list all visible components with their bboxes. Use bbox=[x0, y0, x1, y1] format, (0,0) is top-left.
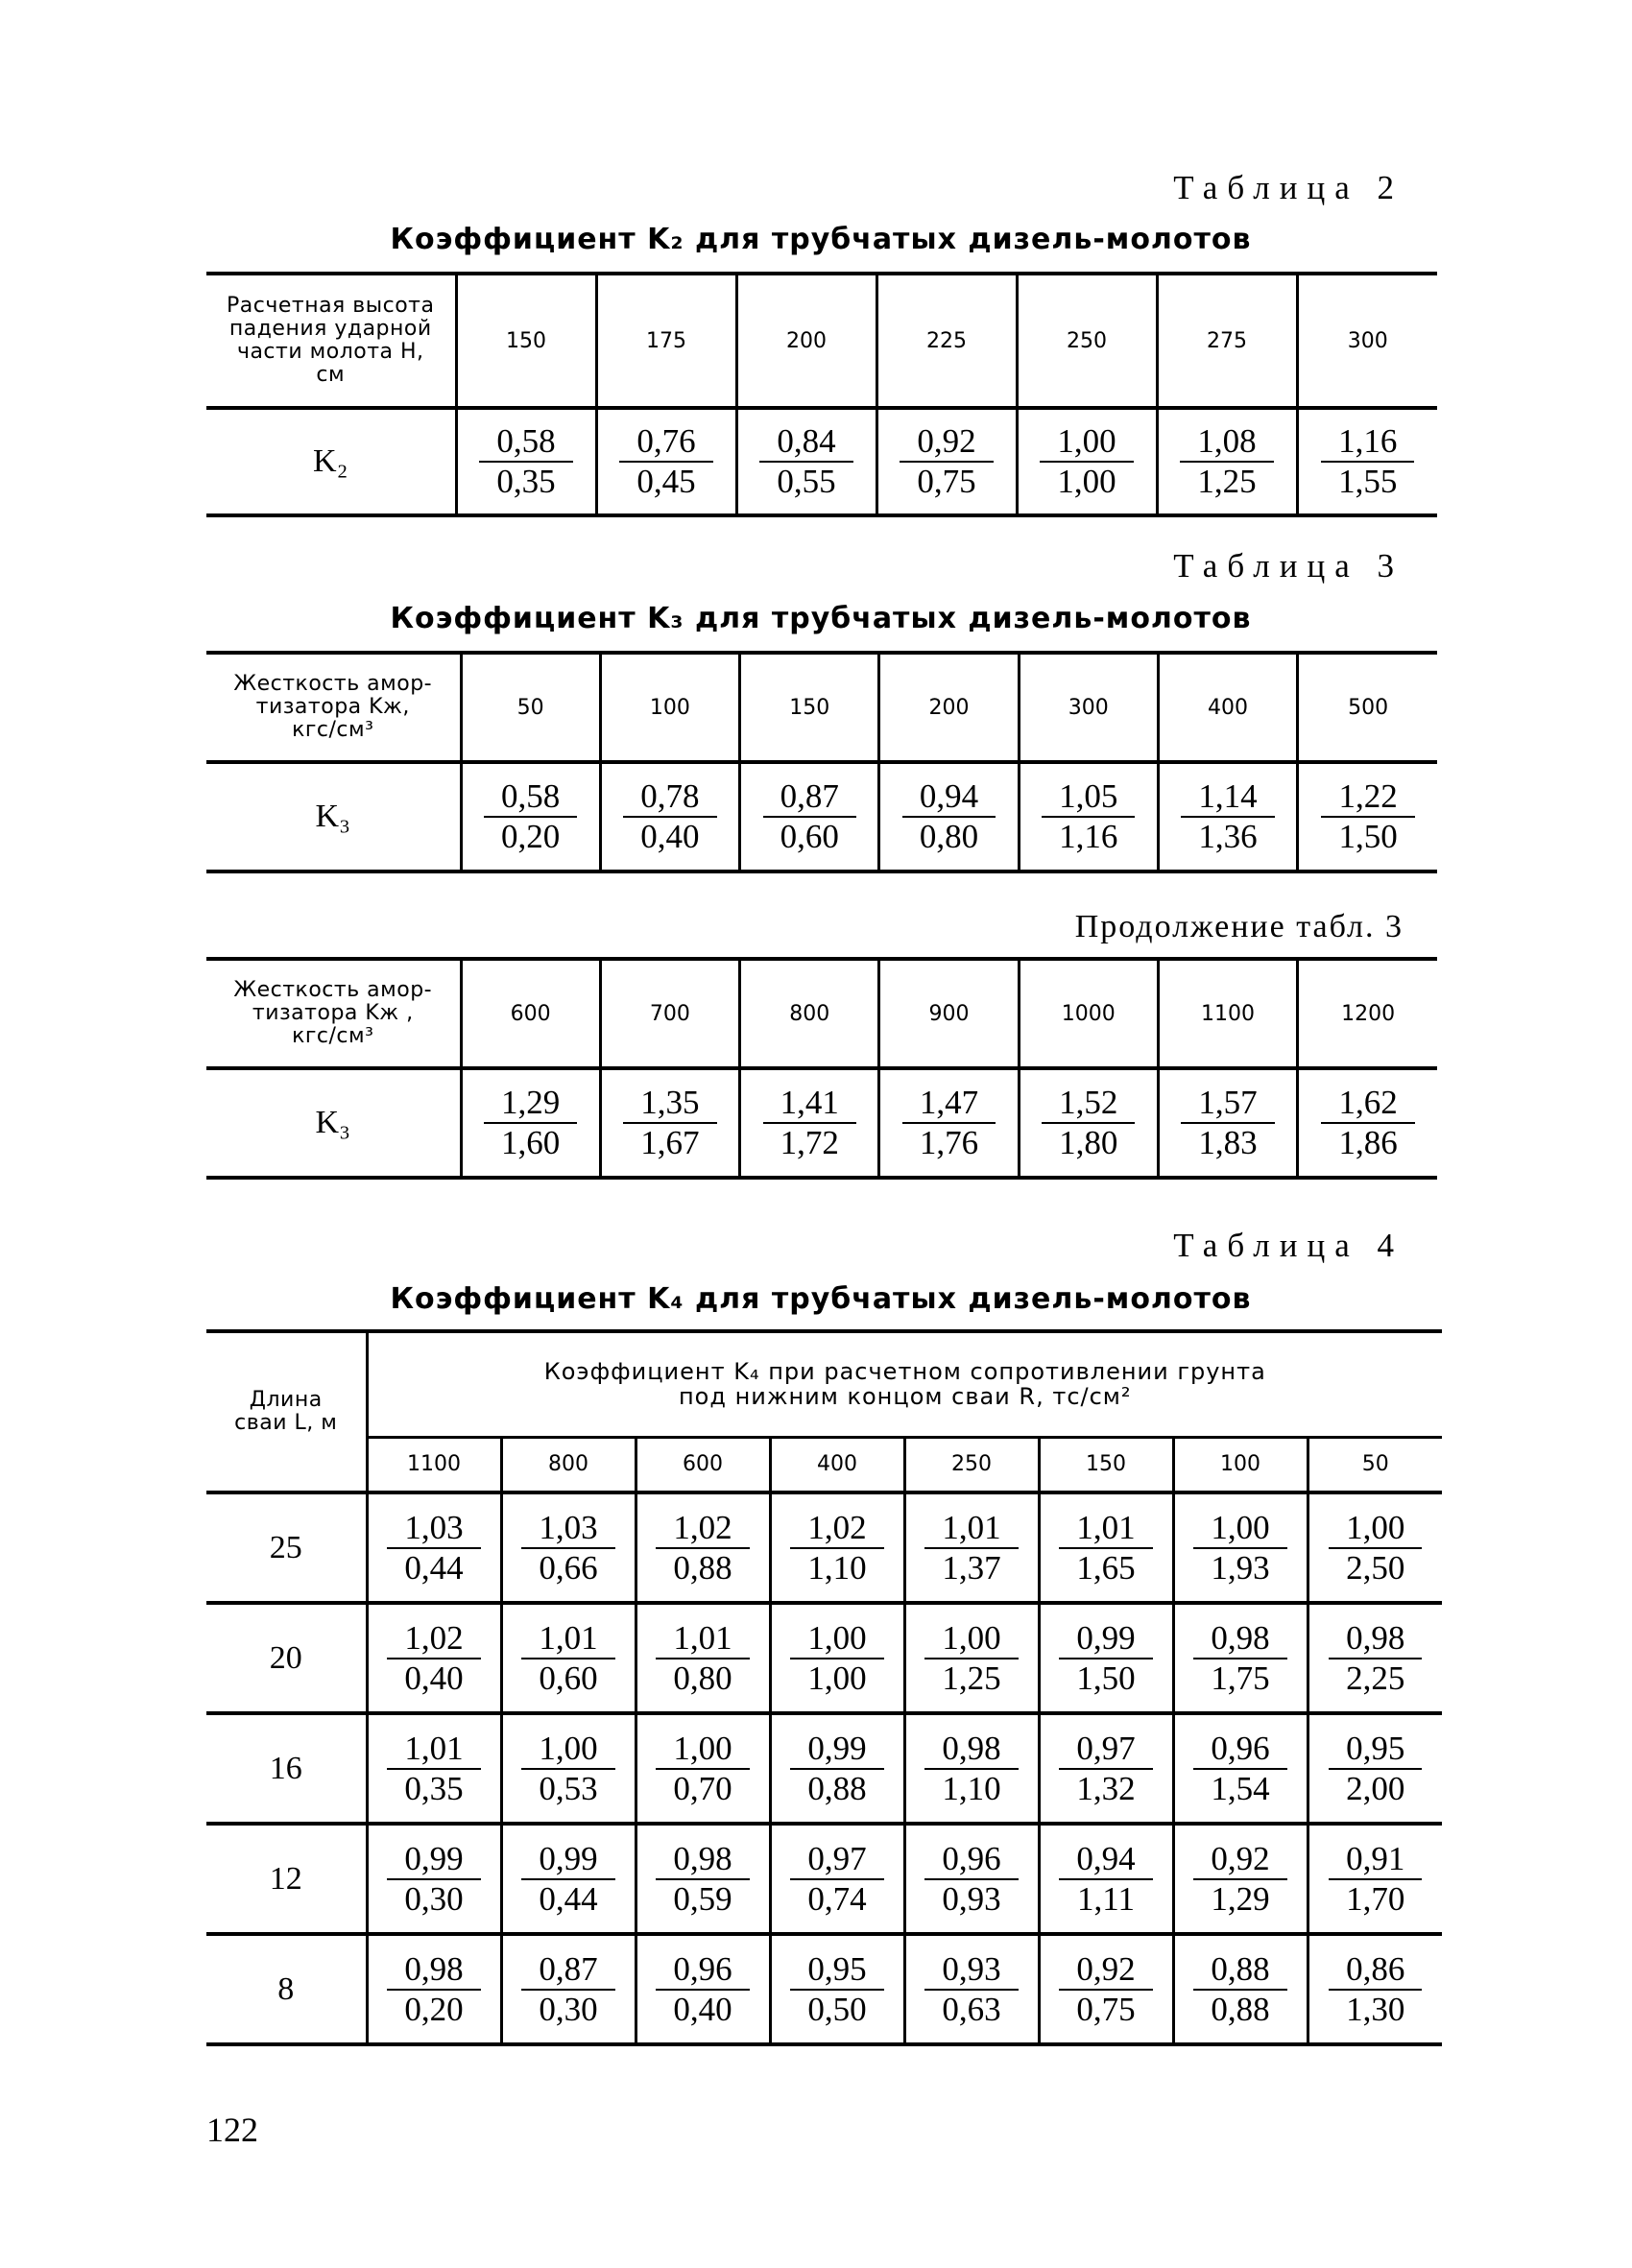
table2-row-header bbox=[206, 274, 456, 408]
denominator: 1,16 bbox=[1059, 818, 1118, 855]
table4-cell bbox=[1173, 1934, 1308, 2044]
numerator: 0,58 bbox=[484, 777, 577, 818]
numerator: 1,01 bbox=[656, 1619, 749, 1659]
numerator: 0,96 bbox=[924, 1840, 1018, 1880]
denominator: 0,60 bbox=[539, 1659, 598, 1697]
numerator: 1,47 bbox=[902, 1084, 996, 1124]
table3c-row-header bbox=[206, 959, 461, 1068]
table4-cell bbox=[770, 1603, 904, 1713]
table4-cell bbox=[770, 1492, 904, 1603]
table2-row-header-line: части молота H, bbox=[236, 340, 424, 364]
table4-body bbox=[206, 1492, 1442, 2044]
table3c-row-label: K₃ bbox=[206, 1068, 461, 1178]
numerator: 1,00 bbox=[924, 1619, 1018, 1659]
table4-cell bbox=[1039, 1824, 1173, 1934]
table3-cell bbox=[461, 762, 600, 871]
numerator: 1,03 bbox=[521, 1509, 614, 1549]
numerator: 1,57 bbox=[1181, 1084, 1274, 1124]
table4-row bbox=[206, 1713, 1442, 1824]
denominator: 0,75 bbox=[1076, 1990, 1136, 2028]
table3-col-header: 300 bbox=[1019, 653, 1158, 762]
table4-col-header: 400 bbox=[770, 1437, 904, 1492]
denominator: 1,75 bbox=[1211, 1659, 1270, 1697]
table4-col-header: 150 bbox=[1039, 1437, 1173, 1492]
table4-length-header-line: Длина bbox=[249, 1388, 323, 1412]
denominator: 1,93 bbox=[1211, 1548, 1270, 1587]
table4-length-cell: 20 bbox=[206, 1603, 367, 1713]
denominator: 0,44 bbox=[539, 1879, 598, 1918]
denominator: 1,76 bbox=[919, 1124, 979, 1161]
denominator: 1,70 bbox=[1346, 1879, 1405, 1918]
denominator: 1,25 bbox=[942, 1659, 1001, 1697]
denominator: 0,50 bbox=[807, 1990, 867, 2028]
table4-cell bbox=[1308, 1603, 1442, 1713]
table4-length-cell: 25 bbox=[206, 1492, 367, 1603]
table4-cell bbox=[501, 1492, 636, 1603]
table4-cell bbox=[770, 1713, 904, 1824]
table4-cell bbox=[904, 1713, 1039, 1824]
table4-cell bbox=[636, 1824, 770, 1934]
table4 bbox=[206, 1329, 1442, 2046]
denominator: 0,44 bbox=[404, 1548, 464, 1587]
denominator: 1,65 bbox=[1076, 1548, 1136, 1587]
table4-cell bbox=[904, 1934, 1039, 2044]
denominator: 1,29 bbox=[1211, 1879, 1270, 1918]
numerator: 0,99 bbox=[521, 1840, 614, 1880]
table3-col-header: 400 bbox=[1158, 653, 1297, 762]
table4-cell bbox=[1039, 1603, 1173, 1713]
table4-cell bbox=[636, 1603, 770, 1713]
denominator: 0,93 bbox=[942, 1879, 1001, 1918]
table4-row bbox=[206, 1492, 1442, 1603]
table4-cell bbox=[1039, 1713, 1173, 1824]
denominator: 1,50 bbox=[1338, 818, 1398, 855]
denominator: 0,74 bbox=[807, 1879, 867, 1918]
denominator: 1,00 bbox=[807, 1659, 867, 1697]
table4-cell bbox=[367, 1492, 501, 1603]
table4-cell bbox=[1173, 1603, 1308, 1713]
numerator: 1,62 bbox=[1321, 1084, 1414, 1124]
numerator: 0,93 bbox=[924, 1950, 1018, 1991]
denominator: 0,20 bbox=[501, 818, 561, 855]
numerator: 1,22 bbox=[1321, 777, 1414, 818]
table3c-cell bbox=[461, 1068, 600, 1178]
table4-length-cell: 16 bbox=[206, 1713, 367, 1824]
numerator: 1,35 bbox=[623, 1084, 716, 1124]
table3c-col-header: 700 bbox=[600, 959, 739, 1068]
table3-col-header: 200 bbox=[879, 653, 1019, 762]
denominator: 0,53 bbox=[539, 1769, 598, 1807]
numerator: 1,02 bbox=[387, 1619, 480, 1659]
table4-cell bbox=[1308, 1713, 1442, 1824]
denominator: 1,67 bbox=[640, 1124, 700, 1161]
table3c-cell bbox=[600, 1068, 739, 1178]
table2-row-header-line: см bbox=[316, 363, 346, 387]
denominator: 0,63 bbox=[942, 1990, 1001, 2028]
table2 bbox=[206, 272, 1437, 517]
table4-row bbox=[206, 1824, 1442, 1934]
table3c-cell bbox=[1298, 1068, 1437, 1178]
table4-cell bbox=[367, 1713, 501, 1824]
table4-cell bbox=[501, 1603, 636, 1713]
numerator: 1,00 bbox=[790, 1619, 883, 1659]
table2-cell bbox=[1157, 408, 1297, 515]
table3-row-label: K₃ bbox=[206, 762, 461, 871]
table3-col-header: 150 bbox=[740, 653, 879, 762]
numerator: 1,00 bbox=[1329, 1509, 1422, 1549]
numerator: 1,41 bbox=[763, 1084, 856, 1124]
table2-cell bbox=[736, 408, 876, 515]
denominator: 1,60 bbox=[501, 1124, 561, 1161]
table4-cell bbox=[904, 1824, 1039, 1934]
table3-cell bbox=[1019, 762, 1158, 871]
table4-cell bbox=[1308, 1824, 1442, 1934]
denominator: 0,35 bbox=[496, 463, 556, 500]
table3-cell bbox=[1298, 762, 1437, 871]
table4-span-header bbox=[367, 1331, 1442, 1437]
table3-col-header: 500 bbox=[1298, 653, 1437, 762]
table3-cell bbox=[1158, 762, 1297, 871]
numerator: 1,16 bbox=[1321, 422, 1414, 463]
table4-cell bbox=[636, 1934, 770, 2044]
numerator: 0,98 bbox=[656, 1840, 749, 1880]
table3-cell bbox=[879, 762, 1019, 871]
table4-length-header bbox=[206, 1331, 367, 1492]
table2-cell bbox=[876, 408, 1017, 515]
table3-cell bbox=[600, 762, 739, 871]
page-number: 122 bbox=[206, 2111, 258, 2149]
table3c-cell bbox=[879, 1068, 1019, 1178]
table4-caption: Коэффициент K₄ для трубчатых дизель-молотов bbox=[390, 1282, 1252, 1316]
table3c-col-header: 900 bbox=[879, 959, 1019, 1068]
denominator: 1,10 bbox=[807, 1548, 867, 1587]
numerator: 0,86 bbox=[1329, 1950, 1422, 1991]
table2-row-label: K₂ bbox=[206, 408, 456, 515]
table4-cell bbox=[501, 1934, 636, 2044]
numerator: 0,76 bbox=[619, 422, 712, 463]
numerator: 1,00 bbox=[656, 1730, 749, 1770]
numerator: 1,05 bbox=[1042, 777, 1135, 818]
numerator: 1,29 bbox=[484, 1084, 577, 1124]
denominator: 0,88 bbox=[807, 1769, 867, 1807]
denominator: 2,25 bbox=[1346, 1659, 1405, 1697]
table2-cell bbox=[456, 408, 596, 515]
denominator: 2,50 bbox=[1346, 1548, 1405, 1587]
numerator: 1,02 bbox=[656, 1509, 749, 1549]
table3-caption: Коэффициент K₃ для трубчатых дизель-молотов bbox=[390, 602, 1252, 635]
table3c-row-header-line: кгс/см³ bbox=[292, 1024, 374, 1048]
denominator: 0,59 bbox=[673, 1879, 732, 1918]
table4-cell bbox=[367, 1934, 501, 2044]
table2-col-header: 150 bbox=[456, 274, 596, 408]
numerator: 0,96 bbox=[656, 1950, 749, 1991]
denominator: 0,40 bbox=[673, 1990, 732, 2028]
table3-col-header: 100 bbox=[600, 653, 739, 762]
denominator: 1,83 bbox=[1198, 1124, 1258, 1161]
table3c-row-header-line: Жесткость амор- bbox=[233, 978, 433, 1002]
denominator: 1,86 bbox=[1338, 1124, 1398, 1161]
numerator: 1,01 bbox=[924, 1509, 1018, 1549]
table3-continuation bbox=[206, 957, 1437, 1180]
table3-row-header-line: кгс/см³ bbox=[292, 718, 374, 742]
table4-length-header-line: сваи L, м bbox=[234, 1411, 338, 1435]
table4-col-header: 1100 bbox=[367, 1437, 501, 1492]
denominator: 1,00 bbox=[1057, 463, 1116, 500]
numerator: 1,01 bbox=[1059, 1509, 1152, 1549]
denominator: 1,36 bbox=[1198, 818, 1258, 855]
table3c-col-header: 1200 bbox=[1298, 959, 1437, 1068]
table4-cell bbox=[636, 1492, 770, 1603]
denominator: 1,11 bbox=[1077, 1879, 1135, 1918]
table4-cell bbox=[1173, 1492, 1308, 1603]
numerator: 0,98 bbox=[924, 1730, 1018, 1770]
numerator: 1,52 bbox=[1042, 1084, 1135, 1124]
denominator: 0,35 bbox=[404, 1769, 464, 1807]
table3c-cell bbox=[1158, 1068, 1297, 1178]
numerator: 0,78 bbox=[623, 777, 716, 818]
table3 bbox=[206, 651, 1437, 873]
table2-row-header-line: Расчетная высота bbox=[227, 294, 435, 318]
table4-col-header: 100 bbox=[1173, 1437, 1308, 1492]
numerator: 1,02 bbox=[790, 1509, 883, 1549]
table3c-cell bbox=[740, 1068, 879, 1178]
denominator: 1,10 bbox=[942, 1769, 1001, 1807]
table2-col-header: 300 bbox=[1297, 274, 1437, 408]
denominator: 0,80 bbox=[673, 1659, 732, 1697]
table4-cell bbox=[904, 1603, 1039, 1713]
numerator: 0,92 bbox=[1193, 1840, 1286, 1880]
table2-col-header: 275 bbox=[1157, 274, 1297, 408]
table4-cell bbox=[1173, 1824, 1308, 1934]
numerator: 0,98 bbox=[1193, 1619, 1286, 1659]
numerator: 0,91 bbox=[1329, 1840, 1422, 1880]
table4-cell bbox=[1039, 1492, 1173, 1603]
table4-col-header: 600 bbox=[636, 1437, 770, 1492]
denominator: 0,30 bbox=[404, 1879, 464, 1918]
numerator: 0,84 bbox=[759, 422, 852, 463]
denominator: 0,40 bbox=[404, 1659, 464, 1697]
denominator: 1,55 bbox=[1338, 463, 1398, 500]
table4-row bbox=[206, 1934, 1442, 2044]
denominator: 1,30 bbox=[1346, 1990, 1405, 2028]
numerator: 0,94 bbox=[902, 777, 996, 818]
table3-continuation-label: Продолжение табл. 3 bbox=[1074, 909, 1404, 944]
table3-row-header-line: Жесткость амор- bbox=[233, 672, 433, 696]
numerator: 0,94 bbox=[1059, 1840, 1152, 1880]
denominator: 1,80 bbox=[1059, 1124, 1118, 1161]
denominator: 1,54 bbox=[1211, 1769, 1270, 1807]
table3c-row-header-line: тизатора Kж , bbox=[252, 1001, 414, 1025]
numerator: 1,01 bbox=[387, 1730, 480, 1770]
numerator: 0,99 bbox=[387, 1840, 480, 1880]
denominator: 0,40 bbox=[640, 818, 700, 855]
denominator: 2,00 bbox=[1346, 1769, 1405, 1807]
numerator: 0,96 bbox=[1193, 1730, 1286, 1770]
table2-caption: Коэффициент K₂ для трубчатых дизель-молотов bbox=[390, 223, 1252, 256]
table2-cell bbox=[1017, 408, 1157, 515]
denominator: 1,32 bbox=[1076, 1769, 1136, 1807]
numerator: 1,01 bbox=[521, 1619, 614, 1659]
table2-col-header: 225 bbox=[876, 274, 1017, 408]
table2-cell bbox=[596, 408, 736, 515]
denominator: 1,50 bbox=[1076, 1659, 1136, 1697]
denominator: 0,75 bbox=[917, 463, 976, 500]
numerator: 0,58 bbox=[479, 422, 572, 463]
denominator: 0,66 bbox=[539, 1548, 598, 1587]
numerator: 0,95 bbox=[790, 1950, 883, 1991]
denominator: 1,25 bbox=[1197, 463, 1257, 500]
numerator: 0,87 bbox=[763, 777, 856, 818]
table3c-col-header: 800 bbox=[740, 959, 879, 1068]
numerator: 1,03 bbox=[387, 1509, 480, 1549]
table3-cell bbox=[740, 762, 879, 871]
numerator: 0,99 bbox=[1059, 1619, 1152, 1659]
table3c-col-header: 600 bbox=[461, 959, 600, 1068]
table3-row-header-line: тизатора Kж, bbox=[255, 695, 410, 719]
denominator: 1,72 bbox=[780, 1124, 839, 1161]
numerator: 0,95 bbox=[1329, 1730, 1422, 1770]
table4-length-cell: 8 bbox=[206, 1934, 367, 2044]
numerator: 0,97 bbox=[1059, 1730, 1152, 1770]
table4-cell bbox=[501, 1713, 636, 1824]
denominator: 0,30 bbox=[539, 1990, 598, 2028]
denominator: 1,37 bbox=[942, 1548, 1001, 1587]
table3-label: Таблица 3 bbox=[1173, 547, 1404, 585]
denominator: 0,55 bbox=[777, 463, 836, 500]
numerator: 1,00 bbox=[1193, 1509, 1286, 1549]
table3c-col-header: 1000 bbox=[1019, 959, 1158, 1068]
table4-cell bbox=[367, 1824, 501, 1934]
table4-col-header: 800 bbox=[501, 1437, 636, 1492]
numerator: 1,00 bbox=[521, 1730, 614, 1770]
table2-col-header: 250 bbox=[1017, 274, 1157, 408]
table4-cell bbox=[1308, 1492, 1442, 1603]
table2-label: Таблица 2 bbox=[1173, 169, 1404, 206]
table4-cell bbox=[636, 1713, 770, 1824]
numerator: 1,08 bbox=[1180, 422, 1273, 463]
table3c-col-header: 1100 bbox=[1158, 959, 1297, 1068]
denominator: 0,80 bbox=[919, 818, 979, 855]
table4-cell bbox=[770, 1824, 904, 1934]
numerator: 1,00 bbox=[1040, 422, 1133, 463]
table4-cell bbox=[1308, 1934, 1442, 2044]
numerator: 0,92 bbox=[1059, 1950, 1152, 1991]
denominator: 0,20 bbox=[404, 1990, 464, 2028]
numerator: 0,99 bbox=[790, 1730, 883, 1770]
numerator: 1,14 bbox=[1181, 777, 1274, 818]
table4-cell bbox=[1173, 1713, 1308, 1824]
table3-col-header: 50 bbox=[461, 653, 600, 762]
table3-row-header bbox=[206, 653, 461, 762]
table4-span-header-line: Коэффициент K₄ при расчетном сопротивлении грунта bbox=[543, 1358, 1266, 1386]
table4-cell bbox=[1039, 1934, 1173, 2044]
numerator: 0,88 bbox=[1193, 1950, 1286, 1991]
table4-col-header: 250 bbox=[904, 1437, 1039, 1492]
denominator: 0,70 bbox=[673, 1769, 732, 1807]
table2-row-header-line: падения ударной bbox=[228, 317, 432, 341]
table2-cell bbox=[1297, 408, 1437, 515]
table4-length-cell: 12 bbox=[206, 1824, 367, 1934]
numerator: 0,87 bbox=[521, 1950, 614, 1991]
table3c-cell bbox=[1019, 1068, 1158, 1178]
table4-span-header-line: под нижним концом сваи R, тс/см² bbox=[678, 1383, 1132, 1411]
table4-cell bbox=[904, 1492, 1039, 1603]
numerator: 0,97 bbox=[790, 1840, 883, 1880]
table4-cell bbox=[367, 1603, 501, 1713]
denominator: 0,88 bbox=[673, 1548, 732, 1587]
table4-row bbox=[206, 1603, 1442, 1713]
denominator: 0,60 bbox=[780, 818, 839, 855]
table4-cell bbox=[770, 1934, 904, 2044]
denominator: 0,88 bbox=[1211, 1990, 1270, 2028]
numerator: 0,98 bbox=[1329, 1619, 1422, 1659]
numerator: 0,92 bbox=[900, 422, 993, 463]
table2-col-header: 175 bbox=[596, 274, 736, 408]
denominator: 0,45 bbox=[636, 463, 696, 500]
table4-label: Таблица 4 bbox=[1173, 1227, 1404, 1264]
numerator: 0,98 bbox=[387, 1950, 480, 1991]
table2-col-header: 200 bbox=[736, 274, 876, 408]
table4-cell bbox=[501, 1824, 636, 1934]
table4-col-header: 50 bbox=[1308, 1437, 1442, 1492]
